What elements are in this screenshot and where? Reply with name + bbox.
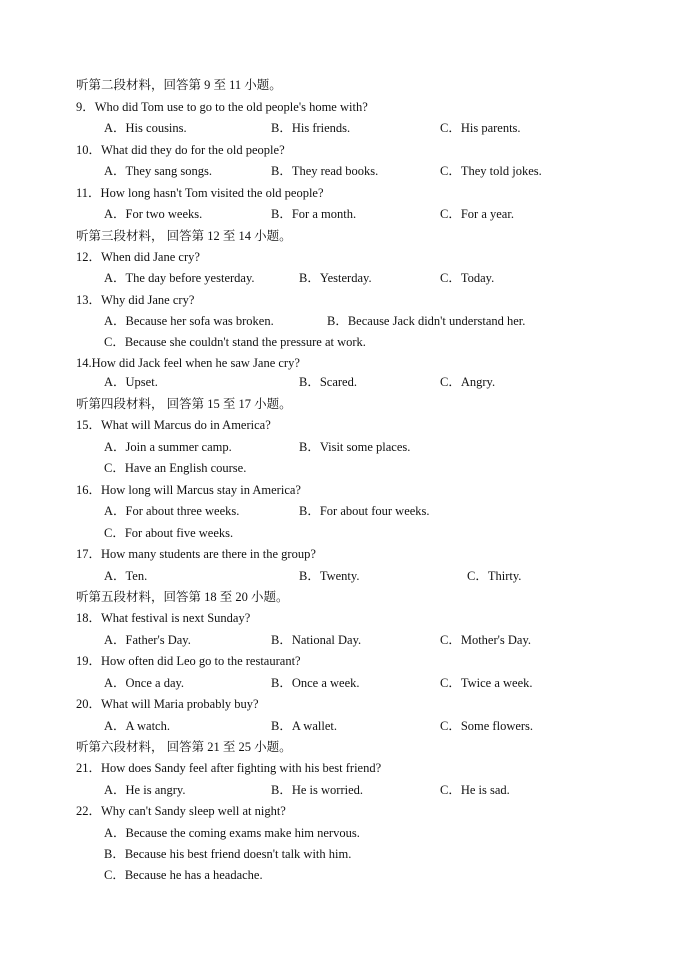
answer-option: C．Because he has a headache. <box>104 868 263 882</box>
answer-option: C．Some flowers. <box>440 719 534 733</box>
answer-option: A．Because the coming exams make him nervous. <box>104 826 360 840</box>
question-text: 16．How long will Marcus stay in America? <box>76 483 301 497</box>
question-text: 10．What did they do for the old people? <box>76 143 285 157</box>
answer-option: A．Ten. <box>104 569 148 583</box>
answer-option: B．National Day. <box>271 633 362 647</box>
answer-option: A．Once a day. <box>104 676 185 690</box>
answer-option: C．For about five weeks. <box>104 526 234 540</box>
question-text: 19．How often did Leo go to the restaurant? <box>76 654 301 668</box>
answer-option: B．For about four weeks. <box>299 504 430 518</box>
answer-option: A．For about three weeks. <box>104 504 240 518</box>
answer-option: A．Father's Day. <box>104 633 191 647</box>
answer-option: C．His parents. <box>440 121 521 135</box>
answer-option: B．For a month. <box>271 207 357 221</box>
question-text: 18．What festival is next Sunday? <box>76 611 251 625</box>
question-text: 17．How many students are there in the group? <box>76 547 316 561</box>
answer-option: A．Join a summer camp. <box>104 440 232 454</box>
answer-option: B．Twenty. <box>299 569 360 583</box>
section-heading: 听第二段材料，回答第 9 至 11 小题。 <box>76 78 282 92</box>
answer-option: C．Because she couldn't stand the pressure at work. <box>104 335 366 349</box>
answer-option: A．He is angry. <box>104 783 186 797</box>
answer-option: A．For two weeks. <box>104 207 203 221</box>
question-text: 20．What will Maria probably buy? <box>76 697 259 711</box>
answer-option: A．They sang songs. <box>104 164 212 178</box>
answer-option: B．Because Jack didn't understand her. <box>327 314 526 328</box>
answer-option: B．Scared. <box>299 375 357 389</box>
answer-option: B．Yesterday. <box>299 271 372 285</box>
question-text: 22．Why can't Sandy sleep well at night? <box>76 804 286 818</box>
question-text: 12．When did Jane cry? <box>76 250 200 264</box>
answer-option: C．Have an English course. <box>104 461 247 475</box>
answer-option: C．Angry. <box>440 375 496 389</box>
answer-option: A．A watch. <box>104 719 170 733</box>
section-heading: 听第四段材料， 回答第 15 至 17 小题。 <box>76 397 292 411</box>
answer-option: C．He is sad. <box>440 783 510 797</box>
question-text: 9．Who did Tom use to go to the old people's home with? <box>76 100 368 114</box>
answer-option: A．The day before yesterday. <box>104 271 255 285</box>
answer-option: B．A wallet. <box>271 719 337 733</box>
answer-option: C．Twice a week. <box>440 676 533 690</box>
answer-option: A．His cousins. <box>104 121 187 135</box>
section-heading: 听第三段材料， 回答第 12 至 14 小题。 <box>76 229 292 243</box>
question-text: 14.How did Jack feel when he saw Jane cry? <box>76 356 300 370</box>
answer-option: B．Once a week. <box>271 676 360 690</box>
answer-option: C．Today. <box>440 271 495 285</box>
answer-option: B．Because his best friend doesn't talk with him. <box>104 847 352 861</box>
question-text: 11．How long hasn't Tom visited the old people? <box>76 186 324 200</box>
answer-option: C．Thirty. <box>467 569 522 583</box>
section-heading: 听第五段材料，回答第 18 至 20 小题。 <box>76 590 289 604</box>
answer-option: A．Upset. <box>104 375 158 389</box>
answer-option: C．For a year. <box>440 207 514 221</box>
section-heading: 听第六段材料， 回答第 21 至 25 小题。 <box>76 740 292 754</box>
answer-option: B．Visit some places. <box>299 440 411 454</box>
question-text: 15．What will Marcus do in America? <box>76 418 271 432</box>
answer-option: C．They told jokes. <box>440 164 542 178</box>
question-text: 21．How does Sandy feel after fighting with his best friend? <box>76 761 382 775</box>
answer-option: A．Because her sofa was broken. <box>104 314 274 328</box>
answer-option: B．His friends. <box>271 121 351 135</box>
answer-option: B．He is worried. <box>271 783 363 797</box>
answer-option: C．Mother's Day. <box>440 633 532 647</box>
question-text: 13．Why did Jane cry? <box>76 293 195 307</box>
answer-option: B．They read books. <box>271 164 379 178</box>
